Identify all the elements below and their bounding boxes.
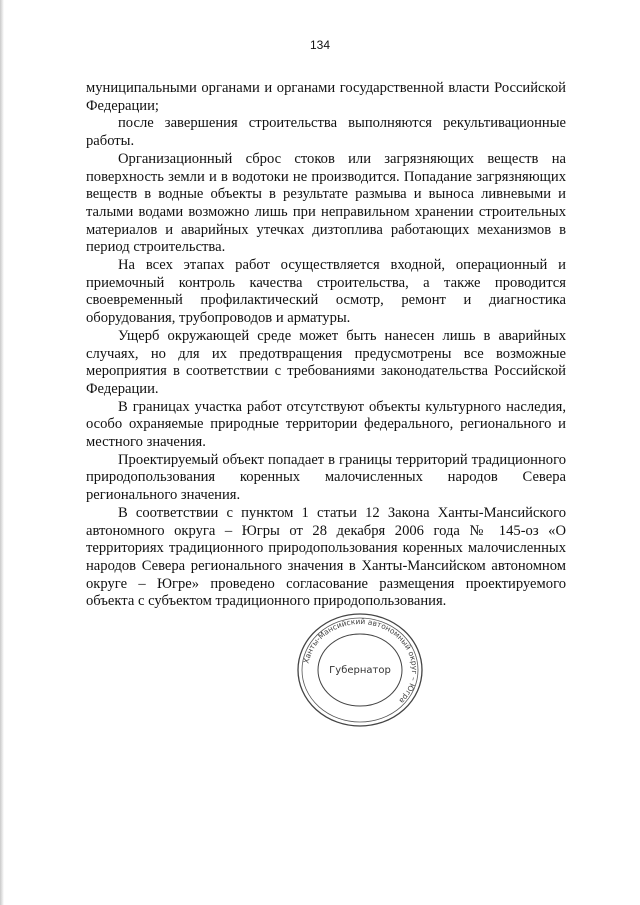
document-body	[86, 80, 566, 611]
stamp-ring-text: Ханты-Мансийский автономный округ – Югра	[301, 616, 420, 706]
paragraph-5: Ущерб окружающей среде может быть нанесен лишь в аварийных случаях, но для их предотвращения предусмотрены все возможные мероприятия в соответствии с требованиями законодательства Российской Федерации.	[86, 327, 566, 397]
paragraph-8: В соответствии с пунктом 1 статьи 12 Закона Ханты-Мансийского автономного округа – Югры от 28 декабря 2006 года № 145-оз «О территориях традиционного природопользования коренных малочисленных народов Севера регионального значения в Ханты-Мансийском автономном округе – Югре» проведено согласование размещения проектируемого объекта с субъектом традиционного природопользования.	[86, 504, 566, 610]
paragraph-1: муниципальными органами и органами государственной власти Российской Федерации;	[86, 80, 566, 114]
paragraph-2: после завершения строительства выполняются рекультивационные работы.	[86, 115, 566, 150]
scan-edge-shadow	[0, 0, 4, 905]
official-stamp	[290, 610, 430, 730]
page-number: 134	[309, 38, 331, 52]
paragraph-6: В границах участка работ отсутствуют объекты культурного наследия, особо охраняемые природные территории федерального, регионального и местного значения.	[86, 398, 566, 451]
paragraph-7: Проектируемый объект попадает в границы территорий традиционного природопользования коренных малочисленных народов Севера регионального значения.	[86, 451, 566, 504]
paragraph-4: На всех этапах работ осуществляется входной, операционный и приемочный контроль качества строительства, а также проводится своевременный профилактический осмотр, ремонт и диагностика оборудования, трубопроводов и арматуры.	[86, 257, 566, 327]
stamp-center-text: Губернатор	[329, 665, 391, 676]
paragraph-3: Организационный сброс стоков или загрязняющих веществ на поверхность земли и в водотоки не производится. Попадание загрязняющих веществ в водные объекты в результате размыва и выноса ливневыми и талыми водами возможно лишь при неправильном хранении строительных материалов и аварийных утечках дизтоплива работающих механизмов в период строительства.	[86, 150, 566, 256]
